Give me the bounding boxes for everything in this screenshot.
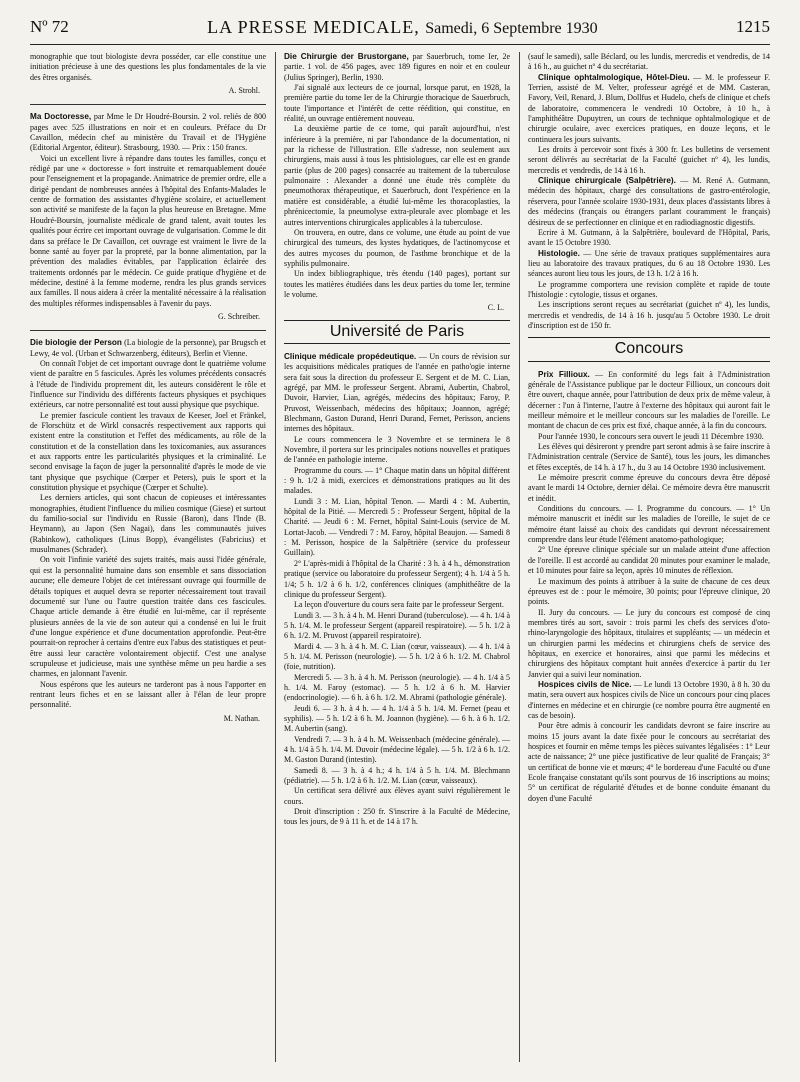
notice-header — [528, 73, 770, 145]
column-2 — [284, 52, 510, 828]
paragraph: Un index bibliographique, très étendu (140 pages), portant sur toutes les matières étudiées dans les deux parties du tome Ier, termine le volume. — [284, 269, 510, 299]
notice-text: — Un cours de révision sur les acquisitions médicales pratiques de l'année en patho'ogie interne sera fait sous la direction du professeur E. Sergent et de M. C. Lian, agrégé, par MM. le professeur Sergent. Abrami, Aubertin, Chabrol, Duvoir, Harvier, Lian, agrégés, médecins des hôpitaux; Faroy, P. Pruvost, Weissenbach, médecins des hôpitaux; Joannon, agrégé; Blechmann, Gaston Durand, Henri Durand, Fernet, Perisson, anciens internes des hôpitaux. — [284, 351, 510, 434]
column-1 — [30, 52, 266, 727]
divider — [30, 104, 266, 105]
paragraph: Lundi 3. — 3 h. à 4 h. M. Henri Durand (tuberculose). — 4 h. 1/4 à 5 h. 1/4. M. le professeur Sergent (appareil respiratoire). — 5 h. 1/2 à 6 h. 1/2. M. Pruvost (appareil respiratoire). — [284, 610, 510, 641]
signature: C. L. — [487, 303, 504, 313]
paragraph: Nous espérons que les auteurs ne tarderont pas à nous l'apporter en rentrant leurs fiches et en se laissant aller à l'élan de leur propre personnalité. — [30, 679, 266, 710]
review-title: Ma Doctoresse, — [30, 112, 92, 122]
review-meta: par Sauerbruch, tome Ier, 2e partie. 1 vol. de 456 pages, avec 189 figures en noir et en couleur (Julius Springer), Berlin, 1930. — [284, 52, 510, 82]
divider — [30, 330, 266, 331]
review-meta: (La biologie de la personne), par Brugsch et Lewy, 4e vol. (Urban et Schwarzenberg, éditeurs), Berlin et Vienne. — [30, 338, 267, 358]
page-number-right: 1215 — [735, 17, 770, 36]
review-title: Die Chirurgie der Brustorgane, — [284, 52, 409, 61]
paragraph: J'ai signalé aux lecteurs de ce journal, lorsque parut, en 1928, la première partie du tome Ier de la Chirurgie thoracique de Sauerbruch, toute l'importance et l'intérêt de cette réédition, qui constitue, en réalité, un ouvrage entièrement nouveau. — [284, 83, 510, 124]
paragraph: (sauf le samedi), salle Béclard, ou les lundis, mercredis et vendredis, de 14 à 16 h., au guichet nº 4 du secrétariat. — [528, 52, 770, 72]
notice-title: Clinique chirurgicale (Salpêtrière). — [538, 176, 676, 186]
paragraph: Samedi 8. — 3 h. à 4 h.; 4 h. 1/4 à 5 h. 1/4. M. Blechmann (pédiatrie). — 5 h. 1/2 à 6 h. 1/2. M. Lian (cœur, vaisseaux). — [284, 765, 510, 786]
signature: M. Nathan. — [223, 713, 260, 723]
paragraph: Droit d'inscription : 250 fr. S'inscrire à la Faculté de Médecine, tous les jours, de 9 à 11 h. et de 14 à 17 h. — [284, 807, 510, 827]
paragraph: Un certificat sera délivré aux élèves ayant suivi régulièrement le cours. — [284, 786, 510, 806]
paragraph: Voici un excellent livre à répandre dans toutes les familles, conçu et rédigé par une « doctoresse » fort instruite et remarquablement douée pour l'enseignement et la propagande. Animatrice de premier ordre, elle a dirigé pendant de nombreuses années à l'hôpital des Enfants-Malades le centre de formation des assistantes d'hygiène scolaire, et actuellement son activité se manifeste de la façon la plus heureuse en Bretagne. Mme Houdré-Boursin, journaliste médicale de grand talent, avait toutes les qualités pour écrire cet important ouvrage de vulgarisation. Comme le dit dans sa préface le Dr Cavaillon, cet ouvrage est vraiment le livre de la bonne santé au foyer par la propreté, par la bonne alimentation, par la prévention des maladies évitables, par l'application éclairée des traitements ordonnés par le médecin. Ce guide pratique d'hygiène et de médecine, destiné à la femme moderne, rendra les plus grands services aux familles. Il nous aidera à créer la mentalité nécessaire à la réalisation des multiples réformes indispensables à l'avenir du pays. — [30, 153, 266, 308]
notice-text: — Une série de travaux pratiques supplémentaires aura lieu au laboratoire des travaux pratiques, du 6 au 18 Octobre 1930. Les séances auront lieu tous les jours, de 13 h. 1/2 à 16 h. — [528, 248, 770, 279]
review-header — [284, 52, 510, 83]
paragraph: II. Jury du concours. — Le jury du concours est composé de cinq membres tirés au sort, savoir : trois parmi les chefs des services d'oto-rhino-laryngologie des hôpitaux, titulaires et suppléants; — un médecin et un chirurgien parmi les médecins et chirurgiens chefs de service des hôpitaux, en exercice et honoraires, ainsi que parmi les médecins et chirurgiens des hôpitaux comptant huit années d'exercice à partir du 1er Janvier qui a suivi leur nomination. — [528, 607, 770, 679]
paragraph: Jeudi 6. — 3 h. à 4 h. — 4 h. 1/4 à 5 h. 1/4. M. Fernet (peau et syphilis). — 5 h. 1/2 à 6 h. M. Joannon (hygiène). — 6 h. à 6 h. 1/2. M. Aubertin (sang). — [284, 703, 510, 734]
review-header — [30, 338, 266, 359]
paragraph: Les inscriptions seront reçues au secrétariat (guichet nº 4), les lundis, mercredis et vendredis, de 14 à 16 h. jusqu'au 5 Octobre 1930. Le droit d'inscription est de 150 fr. — [528, 300, 770, 330]
signature: G. Schreiber. — [218, 311, 260, 321]
paragraph: Les derniers articles, qui sont chacun de copieuses et intéressantes monographies, étudient l'influence du milieu cosmique (Giese) et surtout du familio-social sur l'individu en Russie (Baron), dans l'Inde (B. Heymann), au Japon (Sen Nagai), dans les communautés juives (Rabinkow), catholiques (Linus Bopp), évangélistes (Fabricius) et musulmanes (Schrader). — [30, 493, 266, 555]
paragraph: Lundi 3 : M. Lian, hôpital Tenon. — Mardi 4 : M. Aubertin, hôpital de la Pitié. — Mercredi 5 : Professeur Sergent, hôpital de la Charité. — Jeudi 6 : M. Fernet, hôpital Saint-Louis (service de M. Lortat-Jacob. — Vendredi 7 : M. Faroy, hôpital Beaujon. — Samedi 8 : M. Perisson, hospice de la Salpêtrière (service du professeur Guillain). — [284, 496, 510, 558]
paragraph: 2° L'après-midi à l'hôpital de la Charité : 3 h. à 4 h., démonstration pratique (service ou laboratoire du professeur Sergent); 4 h. 1/4 à 5 h. 1/4; 5 h. 1/2 à 6 h. 1/2, conférences cliniques (amphithéâtre de la clinique du professeur Sergent). — [284, 558, 510, 599]
notice-text: — M. le professeur F. Terrien, assisté de M. Velter, professeur agrégé et de MM. Casteran, Favory, Veil, Renard, J. Blum, Dollfus et Hudelo, chefs de clinique et chefs de laboratoire, commencera le vendredi 10 Octobre, à 10 h., à l'amphithéâtre Dupuytren, un cours de technique ophtalmologique et de chirurgie oculaire, avec exercices pratiques, en douze leçons, et le continuera les jours suivants. — [528, 72, 770, 144]
paragraph: Les droits à percevoir sont fixés à 300 fr. Les bulletins de versement seront délivrés au secrétariat de la Faculté (guichet nº 4), les lundis, mercredis et vendredis, de 14 à 16 h. — [528, 145, 770, 175]
section-heading: Concours — [528, 337, 770, 361]
paragraph: Mardi 4. — 3 h. à 4 h. M. C. Lian (cœur, vaisseaux). — 4 h. 1/4 à 5 h. 1/4. M. Perisson (neurologie). — 5 h. 1/2 à 6 h. 1/2. M. Chabrol (foie, nutrition). — [284, 641, 510, 672]
notice-header — [528, 680, 770, 721]
notice-title: Clinique médicale propédeutique. — [284, 351, 417, 361]
paragraph: Ecrire à M. Gutmann, à la Salpêtrière, boulevard de l'Hôpital, Paris, avant le 15 Octobre 1930. — [528, 227, 770, 248]
notice-title: Hospices civils de Nice. — [538, 679, 632, 689]
paragraph: Mercredi 5. — 3 h. à 4 h. M. Perisson (neurologie). — 4 h. 1/4 à 5 h. 1/4. M. Faroy (estomac). — 5 h. 1/2 à 6 h. M. Harvier (endocrinologie). — 6 h. à 6 h. 1/2. M. Abrami (pathologie générale). — [284, 672, 510, 703]
paragraph: Les élèves qui désireront y prendre part seront admis à se faire inscrire à l'Administration centrale (Service de Santé), tous les jours, les dimanches et fêtes exceptés, de 14 h. à 17 h., du 3 au 14 Octobre 1930 inclusivement. — [528, 442, 770, 472]
paragraph: La leçon d'ouverture du cours sera faite par le professeur Sergent. — [294, 600, 504, 610]
paragraph: La deuxième partie de ce tome, qui paraît aujourd'hui, n'est inférieure à la première, ni par l'abondance de la documentation, ni par la richesse de l'illustration. Elle s'adresse, non seulement aux chirurgiens, mais aussi à tous les phtisiologues, car elle est en grande partie (plus de 200 pages) consacrée au traitement de la tuberculose pulmonaire : Alexander a donné une étude très complète du pneumothorax thérapeutique, et Sauerbruch, dont l'expérience en la matière est considérable, a étudié lui-même les thoracoplasties, la phrénicectomie, la pneumolyse extra-pleurale avec plombage et les autres interventions chirurgicales applicables à la tuberculose. — [284, 124, 510, 227]
paragraph: Pour être admis à concourir les candidats devront se faire inscrire au moins 15 jours avant la date fixée pour le concours au secrétariat des hospices et fournir en même temps les pièces suivantes légalisées : 1° Leur acte de naissance; 2° une pièce justificative de leur qualité de Français; 3° un certificat de bonne vie et mœurs; 4° le bordereau d'une Faculté ou d'une Ecole française constatant qu'ils sont pourvus de 16 inscriptions au moins; 5° un certificat de régularité d'études et de bonne conduite émanant du doyen d'une Faculté — [528, 721, 770, 803]
paragraph: Vendredi 7. — 3 h. à 4 h. M. Weissenbach (médecine générale). — 4 h. 1/4 à 5 h. 1/4. M. Duvoir (médecine légale). — 5 h. 1/2 à 6 h. 1/2. M. Gaston Durand (intestin). — [284, 734, 510, 765]
paragraph: Programme du cours. — 1° Chaque matin dans un hôpital différent : 9 h. 1/2 à midi, exercices et démonstrations pratiques au lit des malades. — [284, 465, 510, 496]
paragraph: Conditions du concours. — I. Programme du concours. — 1° Un mémoire manuscrit et inédit sur les maladies de l'oreille, le sujet de ce mémoire étant laissé au choix des candidats qui devront nécessairement comprendre dans leur étude l'élément anatomo-pathologique; — [528, 504, 770, 545]
column-divider — [275, 52, 276, 1062]
paragraph: Le cours commencera le 3 Novembre et se terminera le 8 Novembre, il portera sur les principales notions nouvelles et pratiques de l'année en pathologie interne. — [284, 434, 510, 465]
paragraph: On connaît l'objet de cet important ouvrage dont le quatrième volume vient de paraître en 5 fascicules. Après les volumes précédents consacrés à l'étude de l'individu proprement dit, les auteurs considèrent le rôle et l'influence sur l'individu des différents facteurs physiques et psychiques extérieurs, car notre personnalité est tout aussi physique que psychique. — [30, 358, 266, 410]
paragraph: Le mémoire prescrit comme épreuve du concours devra être déposé avant le mardi 14 Octobre, dernier délai. Ce mémoire devra être manuscrit et inédit. — [528, 473, 770, 503]
notice-text: — Le lundi 13 Octobre 1930, à 8 h. 30 du matin, sera ouvert aux hospices civils de Nice un concours pour cinq places d'internes en médecine et en chirurgie (ce nombre pourra être augmenté en cas de besoin). — [528, 679, 771, 720]
journal-title — [207, 17, 597, 38]
paragraph: On trouvera, en outre, dans ce volume, une étude au point de vue chirurgical des tumeurs, des kystes hydatiques, de l'actinomycose et des autres mycoses du poumon, de l'asthme bronchique et de la syphilis pulmonaire. — [284, 227, 510, 268]
notice-title: Clinique ophtalmologique, Hôtel-Dieu. — [538, 72, 690, 82]
paragraph: monographie que tout biologiste devra posséder, car elle constitue une initiation précieuse à une des questions les plus fondamentales de la vie des êtres organisés. — [30, 52, 266, 82]
signature: A. Strohl. — [228, 86, 260, 96]
notice-title: Histologie. — [538, 248, 580, 258]
notice-text: — M. René A. Gutmann, médecin des hôpitaux, chargé des consultations de gastro-entérologie, réservera, pour l'année scolaire 1930-1931, deux places d'assistants libres à des médecins (français ou étrangers parlant couramment le français) désireux de se perfectionner en clinique et en radiodiagnostic digestifs. — [528, 176, 770, 227]
notice-header — [528, 249, 770, 280]
column-3 — [528, 52, 770, 804]
issue-date: Samedi, 6 Septembre 1930 — [425, 19, 598, 37]
notice-title: Prix Fillioux. — [538, 369, 590, 379]
notice-header — [528, 176, 770, 228]
review-meta: par Mme le Dr Houdré-Boursin. 2 vol. reliés de 800 pages avec 525 illustrations en noir et en couleurs. Préface du Dr Cavaillon, médecin chef au ministère du Travail et de l'Hygiène (Editorial Argentor, éditeur). Strasbourg, 1930. — Prix : 150 francs. — [30, 112, 267, 153]
column-divider — [519, 52, 520, 1062]
paragraph: On voit l'infinie variété des sujets traités, mais aussi l'idée générale, qui est la personnalité humaine dans son ensemble et sans dissociation aucune; elle demeure l'objet de cet intéressant ouvrage qui fourmille de détails topiques et auquel devra se reporter nécessairement tout travail documenté sur l'une ou l'autre question traitée dans ces fascicules. Chaque article demande à être étudié en lui-même, car il représente plusieurs années de la vie de son auteur qui a condensé en lui le fruit d'une longue expérience et d'une documentation approfondie. Peut-être pourrait-on reprocher à certains d'entre eux l'abus des statistiques et peut-être aussi leur caractère volontairement objectif. C'est une analyse scrupuleuse et judicieuse, mais une synthèse même un peu hardie a ses charmes, en jalonnant l'avenir. — [30, 555, 266, 679]
paragraph: Le programme comportera une revision complète et rapide de toute l'histologie : cytologie, tissus et organes. — [528, 279, 770, 299]
review-title: Die biologie der Person — [30, 338, 122, 348]
notice-header — [528, 370, 770, 432]
section-heading: Université de Paris — [284, 320, 510, 344]
paragraph: Pour l'année 1930, le concours sera ouvert le jeudi 11 Décembre 1930. — [538, 431, 764, 441]
page-header — [30, 10, 770, 45]
journal-name: LA PRESSE MEDICALE, — [207, 16, 420, 37]
notice-header — [284, 352, 510, 435]
paragraph: 2° Une épreuve clinique spéciale sur un malade atteint d'une affection de l'oreille. Il est accordé au candidat 20 minutes pour examiner le malade, et 10 minutes pour faire sa leçon, après 10 minutes de réflexion. — [528, 545, 770, 576]
review-header — [30, 112, 266, 153]
page-number: Nº 72 — [30, 17, 69, 36]
notice-text: — En conformité du legs fait à l'Administration générale de l'Assistance publique par le docteur Fillioux, un concours doit être ouvert, chaque année, pour l'attribution de deux prix de même valeur, à décerner : l'un à l'interne, l'autre à l'externe des hôpitaux qui auront fait le meilleur mémoire et le meilleur concours sur les maladies de l'oreille. Le montant de chacun de ces prix est fixé, chaque année, à la fin du concours. — [528, 369, 770, 431]
paragraph: Le maximum des points à attribuer à la suite de chacune de ces deux épreuves est de : pour le mémoire, 30 points; pour l'épreuve clinique, 20 points. — [528, 576, 770, 607]
paragraph: Le premier fascicule contient les travaux de Keeser, Joel et Fränkel, de Florschütz et de Wirkl consacrés respectivement aux rapports qui existent entre la constitution et l'effet des médicaments, au rôle de la constitution et de la constellation dans les toxicomanies, aux assurances et aux rapports entre les particularités physiques et la criminalité. Le second envisage la façon de juger la personnalité d'après le mode de vie tant physique que psychique (Cœrper et Peters), puis le sport et la constitution physique et psychique (Cœrper et Schulte). — [30, 410, 266, 493]
